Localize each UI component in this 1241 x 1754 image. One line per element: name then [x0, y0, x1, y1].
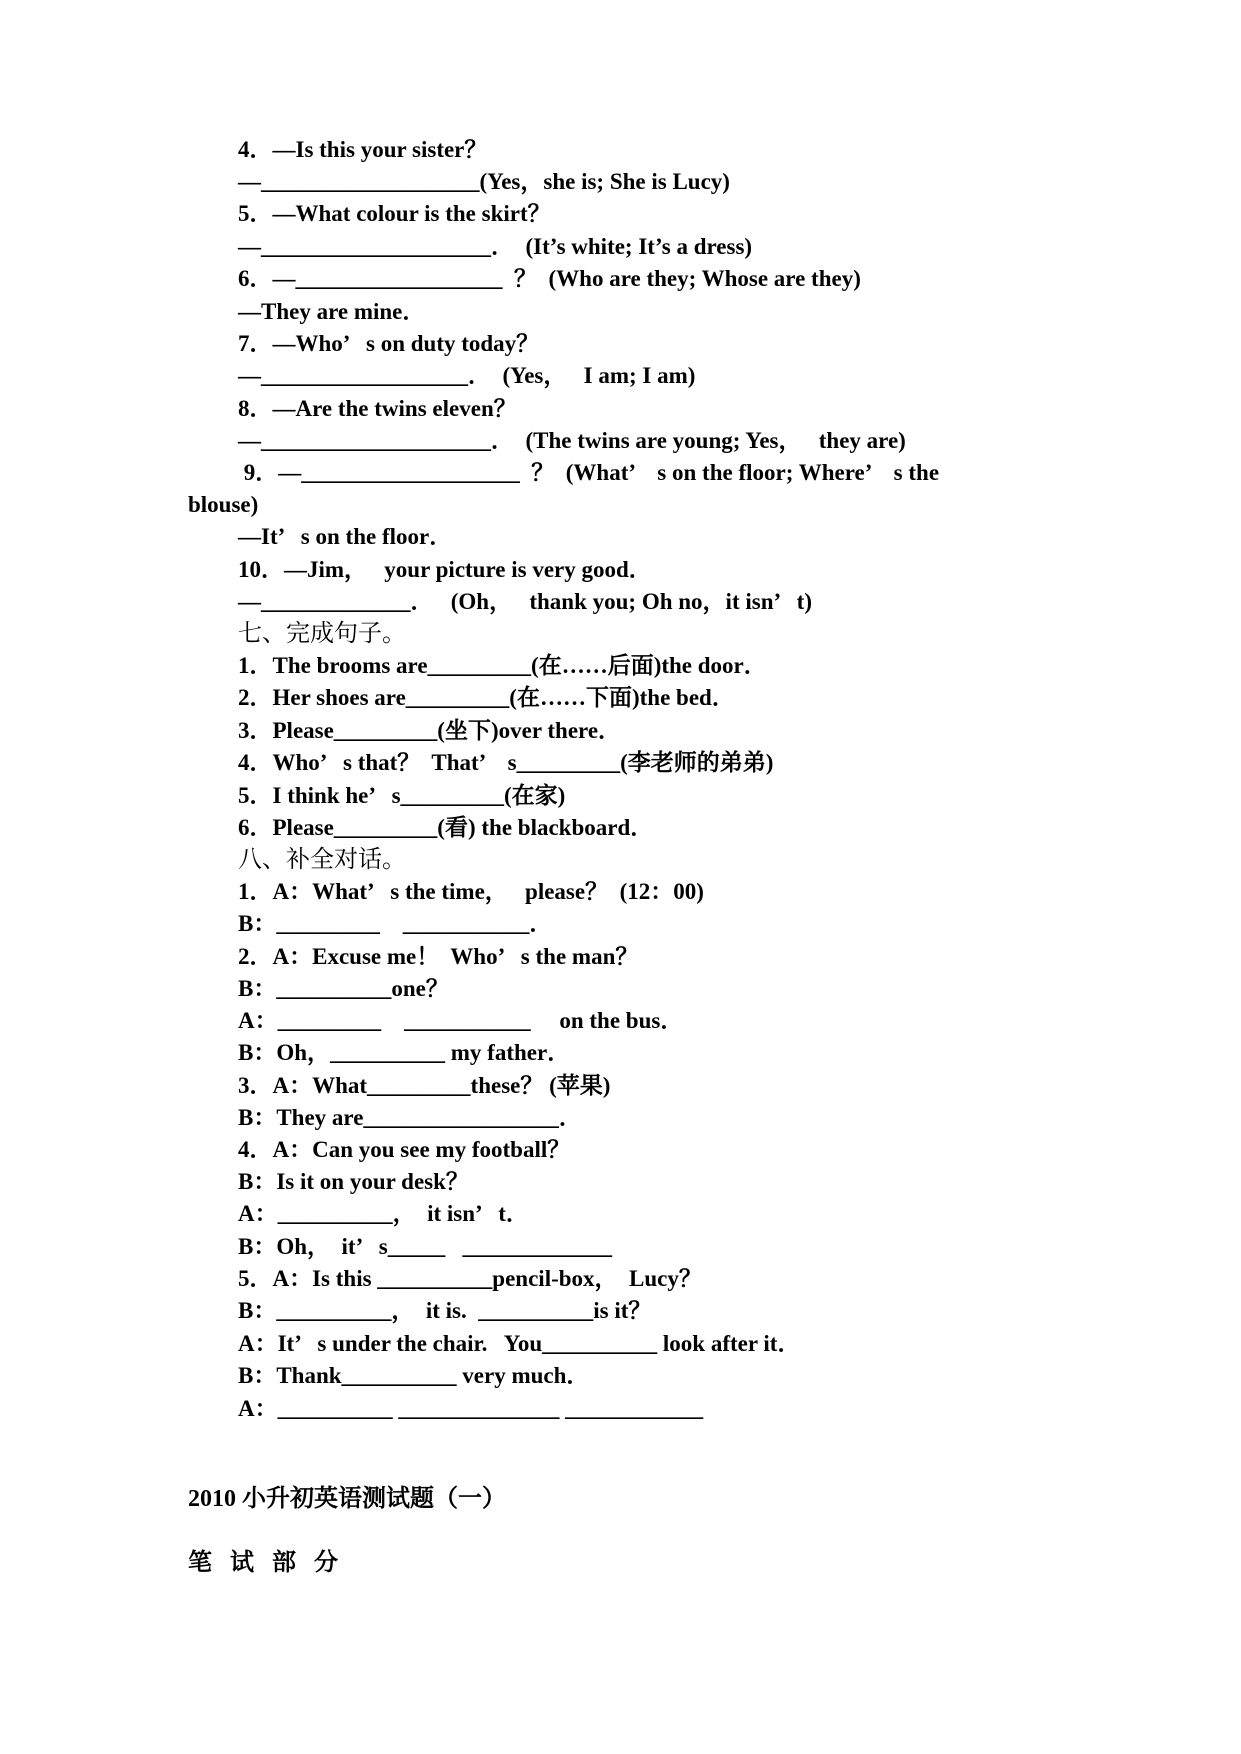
question-line: 5．A：Is this __________pencil-box， Lucy？	[238, 1266, 702, 1291]
question-line: B：Oh，__________ my father．	[238, 1040, 571, 1065]
question-line: —____________________． (It’s white; It’s a dress)	[238, 234, 753, 259]
question-line: 2．A：Excuse me！ Who’ s the man？	[238, 944, 639, 969]
question-line: 10．—Jim， your picture is very good．	[238, 557, 652, 582]
question-line: 4．—Is this your sister？	[238, 137, 488, 162]
question-line: 2．Her shoes are_________(在……下面)the bed．	[238, 685, 735, 710]
question-line: —_____________． (Oh， thank you; Oh no，it isn’ t)	[238, 589, 813, 614]
question-line: 3．A：What_________these？ (苹果)	[238, 1073, 611, 1098]
question-line: A：It’ s under the chair. You__________ look after it．	[238, 1331, 801, 1356]
question-line: 9．—___________________ ？ (What’ s on the floor; Where’ s the	[238, 460, 940, 485]
question-line: B：Is it on your desk？	[238, 1169, 469, 1194]
section-heading: 八、补全对话。	[238, 847, 406, 873]
question-line: B：_________ ___________．	[238, 911, 553, 936]
question-line: A：__________ ______________ ____________	[238, 1396, 704, 1421]
question-line: —____________________． (The twins are young; Yes， they are)	[238, 428, 906, 453]
question-line: B：Thank__________ very much．	[238, 1363, 590, 1388]
question-line: 8．—Are the twins eleven？	[238, 396, 517, 421]
question-line: A：__________， it isn’ t．	[238, 1201, 529, 1226]
question-line: 3．Please_________(坐下)over there．	[238, 718, 622, 743]
question-line: —It’ s on the floor．	[238, 524, 453, 549]
question-line: B：Oh， it’ s_____ _____________	[238, 1234, 612, 1259]
question-line: 5．I think he’ s_________(在家)	[238, 783, 566, 808]
question-line: —__________________． (Yes， I am; I am)	[238, 363, 696, 388]
section-heading: 七、完成句子。	[238, 621, 406, 647]
question-line: B：__________， it is. __________is it？	[238, 1298, 652, 1323]
question-line: 6．Please_________(看) the blackboard．	[238, 815, 654, 840]
question-line: blouse)	[188, 492, 259, 517]
question-line: B：__________one？	[238, 976, 449, 1001]
question-line: 5．—What colour is the skirt？	[238, 201, 551, 226]
question-line: 4．Who’ s that？ That’ s_________(李老师的弟弟)	[238, 750, 774, 775]
question-line: 7．—Who’ s on duty today？	[238, 331, 540, 356]
question-line: —___________________(Yes，she is; She is Lucy)	[238, 169, 730, 194]
question-line: 1．A：What’ s the time， please？ (12：00)	[238, 879, 704, 904]
section-title: 笔 试 部 分	[188, 1550, 344, 1576]
exam-title: 2010 小升初英语测试题（一）	[188, 1486, 506, 1512]
question-line: 6．—__________________ ？ (Who are they; Whose are they)	[238, 266, 861, 291]
question-line: 1．The brooms are_________(在……后面)the door．	[238, 653, 767, 678]
question-line: A：_________ ___________ on the bus．	[238, 1008, 684, 1033]
question-line: 4．A：Can you see my football？	[238, 1137, 571, 1162]
question-line: —They are mine．	[238, 299, 426, 324]
question-line: B：They are_________________．	[238, 1105, 582, 1130]
